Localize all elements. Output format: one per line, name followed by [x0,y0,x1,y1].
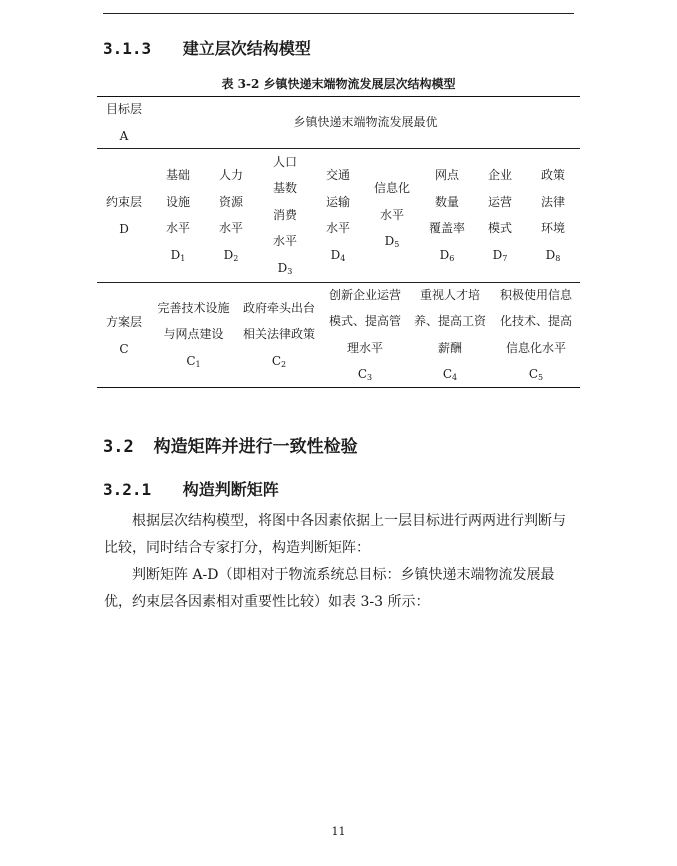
cell-line: 基数 [272,181,297,196]
cell-code: $C_3$ [357,367,373,382]
criteria-label: 约束层 D [105,195,142,236]
cell-line: 环境 [540,221,565,235]
cell-code: $C_2$ [271,353,287,369]
alternatives-label: 方案层 C [105,315,142,356]
alternative-c5 [492,282,580,392]
heading-3-1-3 [103,36,311,59]
cell-line: 水平 [165,221,190,235]
cell-line: 理水平 [346,340,383,355]
heading-number: 3.2.1 [103,480,152,499]
heading-title: 建立层次结构模型 [182,39,311,58]
heading-number: 3.1.3 [103,39,152,58]
heading-number: 3.2 [103,437,134,457]
cell-line: 积极使用信息 [499,287,572,302]
cell-code: $D_1$ [170,247,186,263]
cell-code: $D_5$ [384,234,400,250]
cell-line: 消费 [272,207,297,222]
alternative-c3 [322,282,408,392]
alternative-c1 [151,295,236,379]
table-row-rule [97,148,580,149]
cell-line: 人力 [218,168,243,182]
cell-line: 与网点建设 [163,327,224,342]
paragraph: 根据层次结构模型，将图中各因素依据上一层目标进行两两进行判断与比较，同时结合专家打分，构造判断矩阵： [104,513,566,556]
cell-code: $D_8$ [545,247,561,263]
cell-line: 化技术、提高 [499,314,572,328]
cell-line: 创新企业运营 [328,287,401,302]
heading-title: 构造判断矩阵 [182,480,279,499]
alternative-c4 [408,282,492,392]
cell-line: 水平 [325,221,350,235]
cell-line: 交通 [325,168,350,182]
cell-line: 重视人才培 [419,287,480,302]
cell-line: 资源 [218,194,243,209]
cell-line: 人口 [272,154,297,169]
paragraph: 判断矩阵 A-D（即相对于物流系统总目标：乡镇快递末端物流发展最优，约束层各因素相对重要性比较）如表 3-3 所示： [104,567,555,610]
cell-line: 薪酬 [437,340,462,355]
cell-line: 水平 [379,207,404,222]
table-top-rule [97,96,580,97]
heading-title: 构造矩阵并进行一致性检验 [153,437,358,457]
cell-code: $D_2$ [223,247,239,263]
heading-3-2 [103,432,358,457]
cell-code: $C_1$ [186,353,201,369]
cell-line: 覆盖率 [428,221,465,235]
table-caption: 表 3-2 乡镇快递末端物流发展层次结构模型 [221,77,456,91]
cell-code: $C_5$ [528,367,544,382]
goal-content: 乡镇快递末端物流发展最优 [293,115,438,129]
cell-line: 养、提高工资 [413,314,486,328]
cell-line: 水平 [272,234,297,249]
header-rule [103,13,574,14]
cell-line: 网点 [434,168,459,182]
cell-line: 运营 [487,194,512,209]
criterion-d8 [526,162,580,272]
body-text [104,508,574,616]
criterion-d5 [364,175,420,259]
criterion-d4 [312,162,364,272]
criterion-d6 [420,162,474,272]
criterion-d2 [204,162,258,272]
cell-line: 数量 [434,194,459,209]
goal-label: 目标层 A [105,102,142,143]
cell-line: 企业 [487,168,512,182]
criterion-d1 [152,162,204,272]
alternative-c2 [236,295,322,379]
cell-line: 信息化水平 [505,340,566,355]
cell-line: 相关法律政策 [242,327,315,342]
cell-line: 水平 [218,221,243,235]
cell-code: $D_7$ [492,247,508,263]
cell-line: 法律 [540,194,565,209]
cell-line: 信息化 [373,181,410,196]
criterion-d3 [258,149,312,286]
cell-line: 运输 [325,194,350,209]
criterion-d7 [474,162,526,272]
cell-line: 模式、提高管 [328,314,401,328]
cell-line: 完善技术设施 [157,300,230,315]
cell-code: $D_3$ [277,260,293,276]
cell-line: 设施 [165,194,190,209]
cell-code: $C_4$ [442,367,458,382]
heading-3-2-1 [103,477,279,500]
cell-code: $D_6$ [439,247,455,263]
cell-line: 基础 [165,168,190,182]
cell-line: 政策 [540,168,565,182]
page-number: 11 [331,825,346,838]
cell-code: $D_4$ [330,247,346,263]
cell-line: 政府牵头出台 [242,300,315,315]
cell-line: 模式 [487,221,512,235]
